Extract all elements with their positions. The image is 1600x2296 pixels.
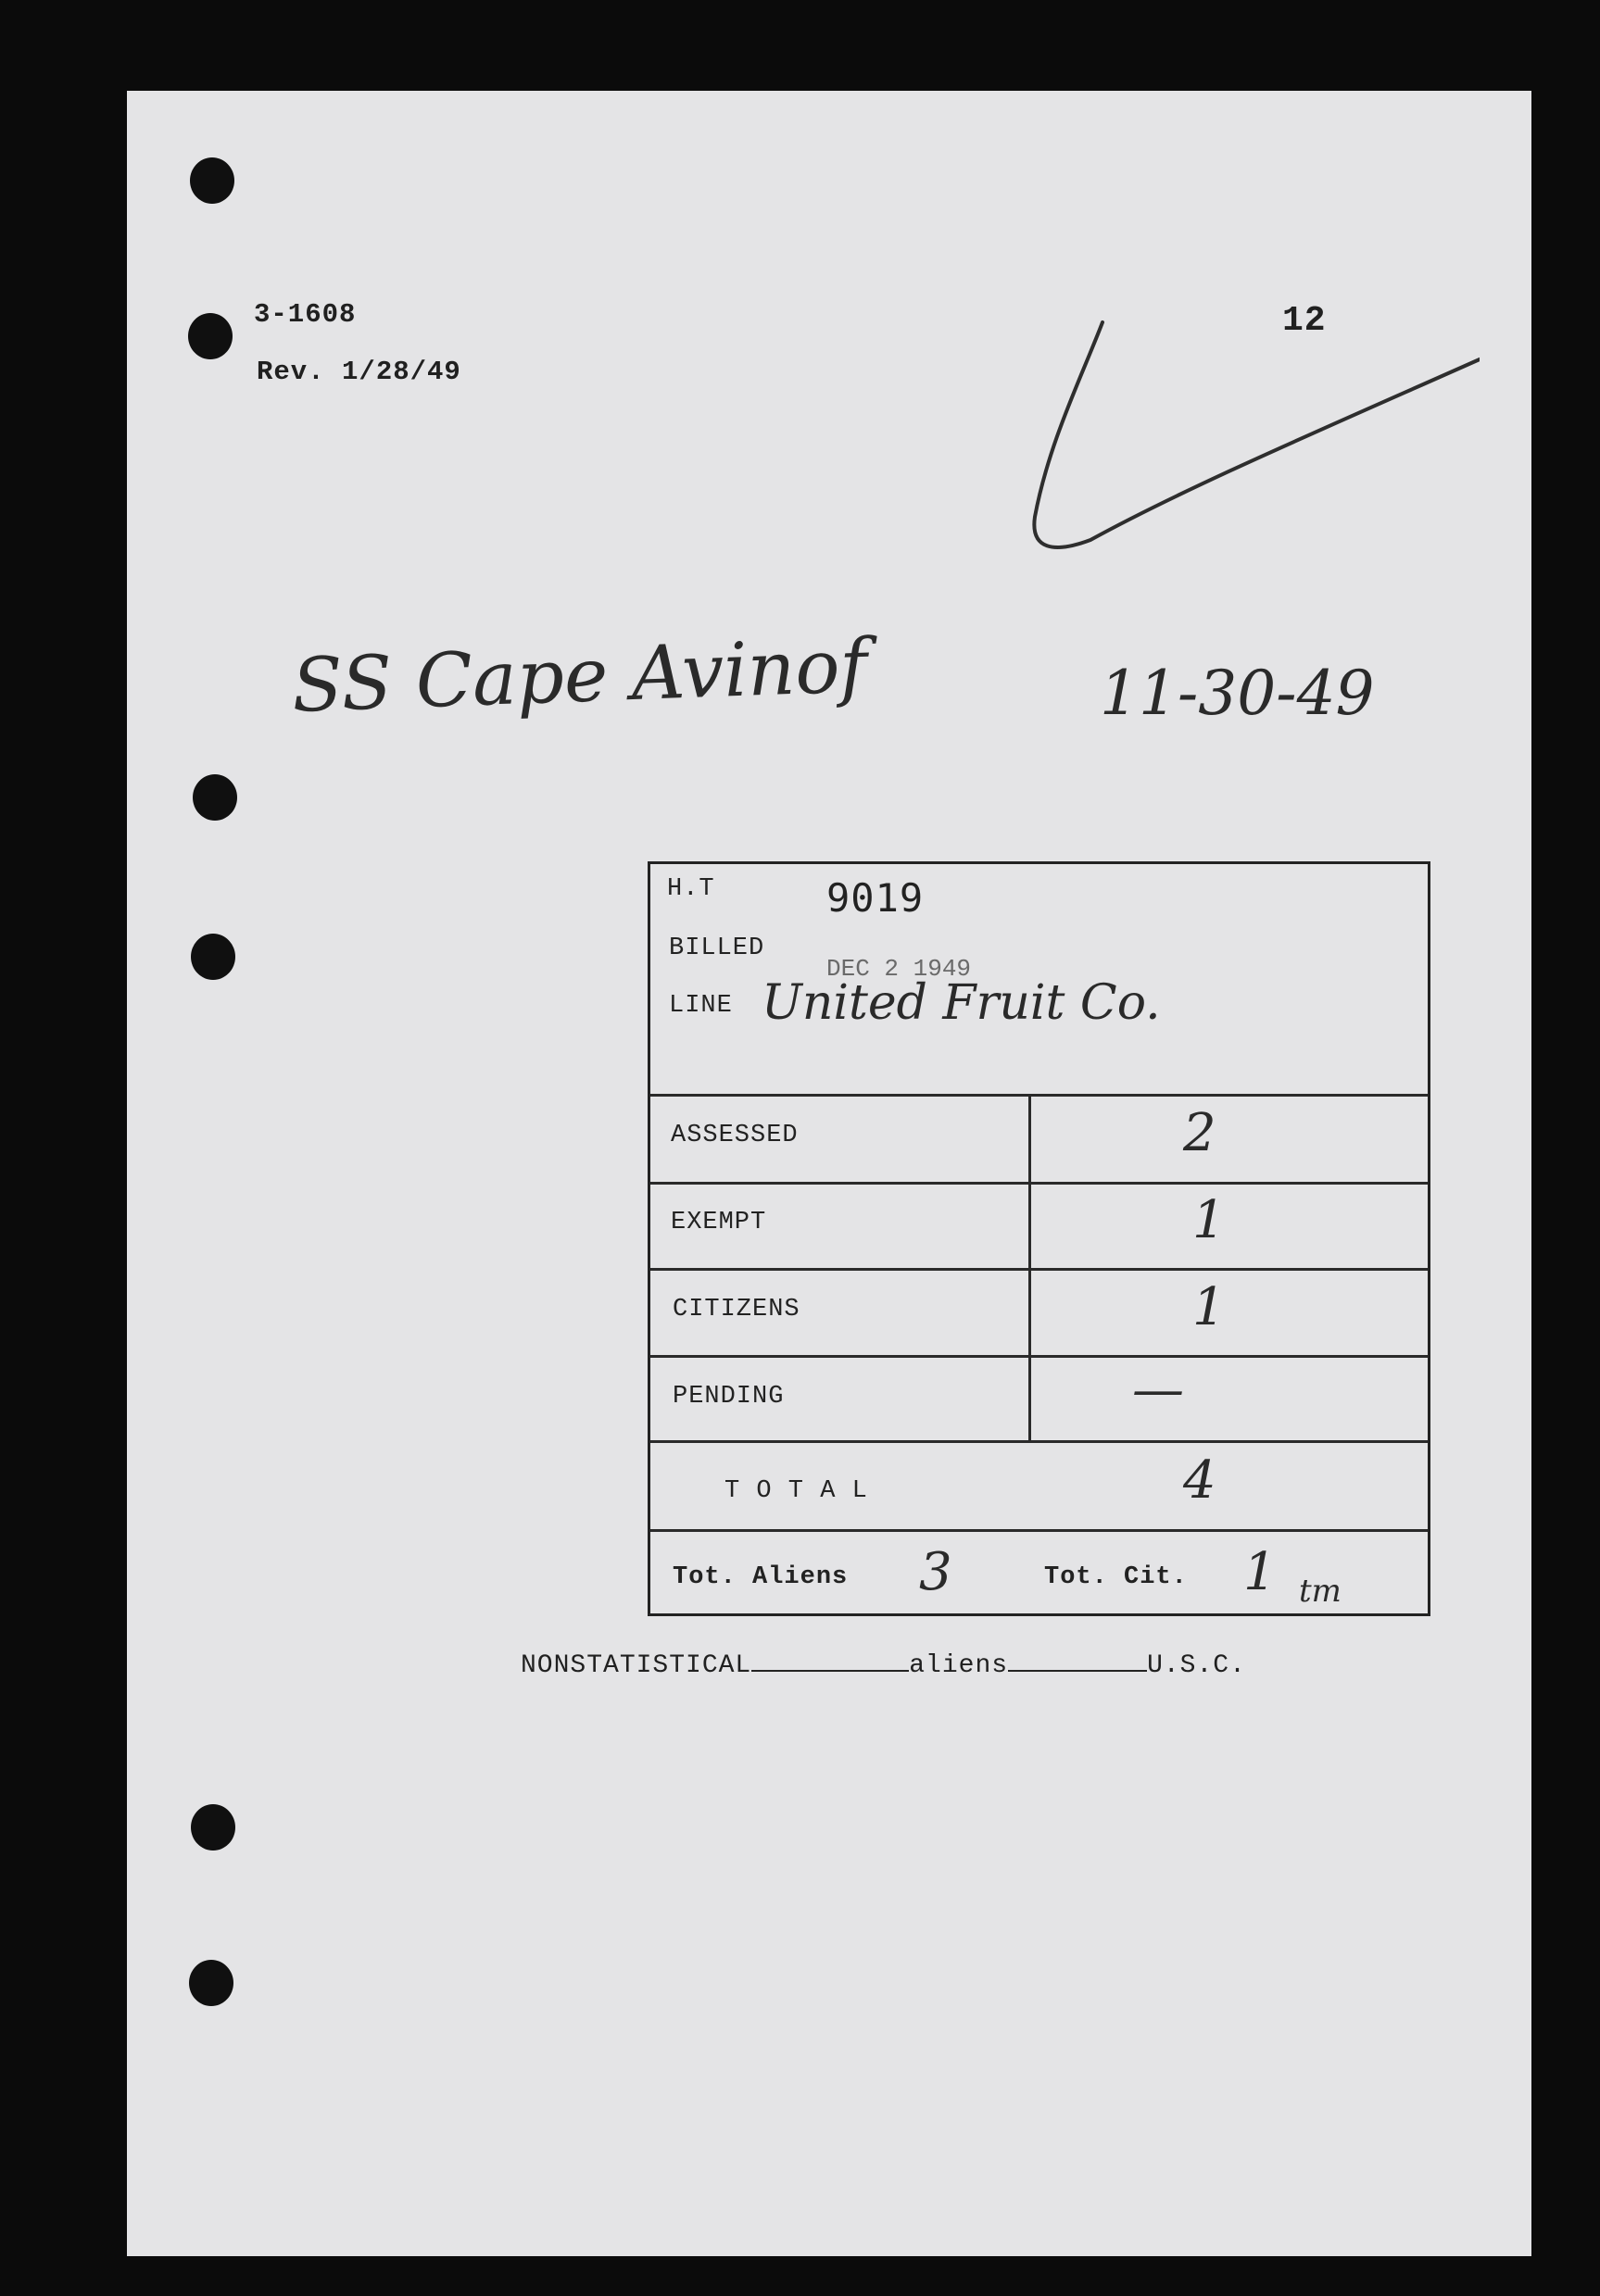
tot-aliens-value: 3 bbox=[919, 1542, 952, 1602]
line-value: United Fruit Co. bbox=[762, 975, 1161, 1031]
punch-hole bbox=[190, 157, 234, 204]
punch-hole bbox=[189, 1960, 233, 2006]
head-tax-form bbox=[648, 861, 1430, 1616]
nonstatistical-line bbox=[521, 1650, 1246, 1680]
total-label: T O T A L bbox=[724, 1477, 868, 1505]
assessed-label: ASSESSED bbox=[671, 1122, 799, 1149]
ht-number: 9019 bbox=[826, 875, 925, 921]
vessel-name: SS Cape Avinof bbox=[290, 622, 869, 729]
aliens-blank bbox=[1008, 1650, 1147, 1672]
tot-cit-label: Tot. Cit. bbox=[1044, 1563, 1188, 1591]
tot-aliens-label: Tot. Aliens bbox=[673, 1563, 849, 1591]
nonstatistical-blank bbox=[751, 1650, 909, 1672]
punch-hole bbox=[188, 313, 233, 359]
billed-label: BILLED bbox=[669, 935, 765, 962]
document-page bbox=[127, 91, 1531, 2256]
citizens-label: CITIZENS bbox=[673, 1296, 800, 1324]
total-value: 4 bbox=[1183, 1450, 1216, 1511]
arrival-date: 11-30-49 bbox=[1100, 658, 1375, 729]
punch-hole bbox=[191, 1804, 235, 1851]
assessed-value: 2 bbox=[1183, 1103, 1216, 1163]
exempt-value: 1 bbox=[1192, 1190, 1226, 1250]
check-mark bbox=[1016, 304, 1480, 582]
exempt-label: EXEMPT bbox=[671, 1209, 767, 1236]
page-number: 12 bbox=[1282, 301, 1327, 341]
billed-date-stamp: DEC 2 1949 bbox=[826, 955, 972, 983]
tot-cit-value: 1 bbox=[1243, 1542, 1277, 1602]
line-label: LINE bbox=[669, 992, 733, 1020]
punch-hole bbox=[193, 774, 237, 821]
clerk-initials: tm bbox=[1299, 1573, 1342, 1610]
form-revision: Rev. 1/28/49 bbox=[257, 357, 461, 387]
citizens-value: 1 bbox=[1192, 1277, 1226, 1337]
nonstatistical-label: NONSTATISTICAL bbox=[521, 1651, 752, 1680]
ht-label: H.T bbox=[667, 875, 715, 903]
usc-label: U.S.C. bbox=[1147, 1651, 1246, 1680]
punch-hole bbox=[191, 934, 235, 980]
aliens-label: aliens bbox=[909, 1651, 1009, 1680]
pending-value: — bbox=[1132, 1360, 1184, 1420]
form-number: 3-1608 bbox=[254, 299, 357, 330]
pending-label: PENDING bbox=[673, 1383, 785, 1411]
